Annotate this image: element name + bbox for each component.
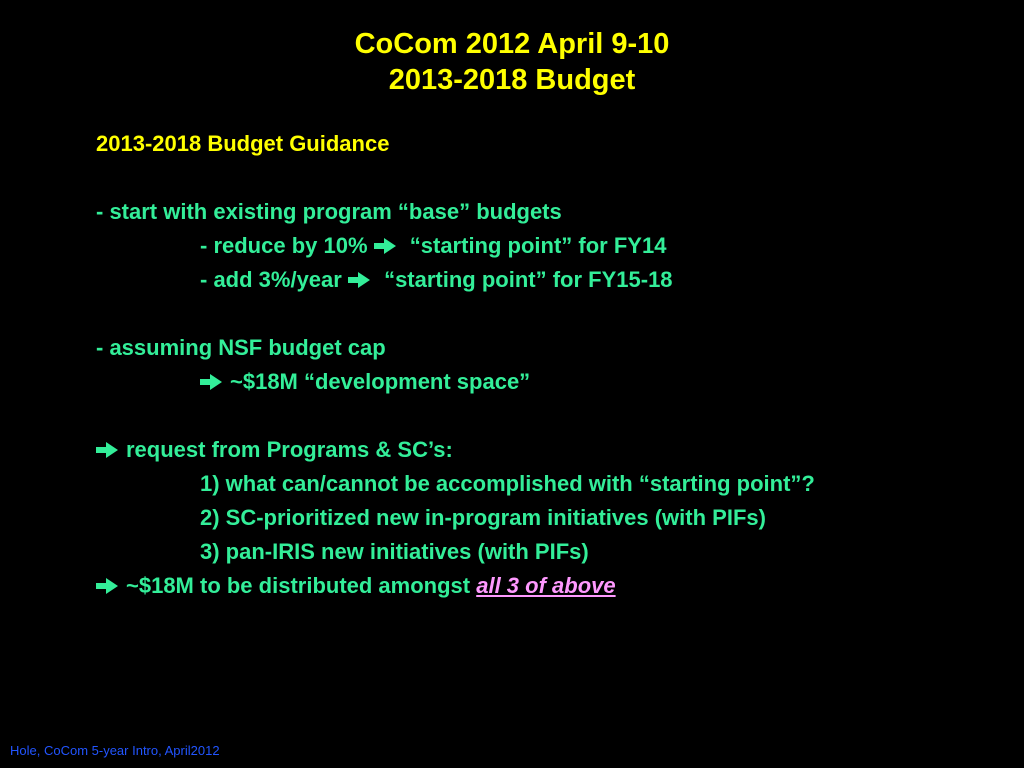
request-text: request from Programs & SC’s: — [126, 437, 453, 462]
section-heading: 2013-2018 Budget Guidance — [96, 131, 390, 156]
slide-title — [0, 26, 1024, 98]
right-arrow-icon — [348, 272, 370, 288]
right-arrow-icon — [200, 374, 222, 390]
sub-bullet-reduce-label: - reduce by 10% — [200, 233, 374, 258]
right-arrow-icon — [96, 578, 118, 594]
spacer — [96, 399, 1006, 433]
bullet-start-base-budgets: - start with existing program “base” budgets — [96, 199, 562, 224]
spacer — [96, 161, 1006, 195]
title-line-1: CoCom 2012 April 9-10 — [354, 28, 670, 60]
development-space-text: ~$18M “development space” — [230, 369, 531, 394]
final-text: ~$18M to be distributed amongst — [126, 573, 477, 598]
final-emphasis: all 3 of above — [476, 573, 616, 598]
sub-bullet-reduce — [96, 229, 1006, 263]
sub-bullet-development-space — [96, 365, 1006, 399]
request-item: 3) pan-IRIS new initiatives (with PIFs) — [200, 539, 589, 564]
request-line — [96, 433, 1006, 467]
right-arrow-icon — [374, 238, 396, 254]
request-item: 2) SC-prioritized new in-program initiatives (with PIFs) — [200, 505, 766, 530]
bullet-nsf-cap: - assuming NSF budget cap — [96, 335, 386, 360]
request-item: 1) what can/cannot be accomplished with “starting point”? — [200, 471, 815, 496]
right-arrow-icon — [96, 442, 118, 458]
sub-bullet-add-tail: “starting point” for FY15-18 — [377, 267, 673, 292]
slide-footer: Hole, CoCom 5-year Intro, April2012 — [10, 743, 220, 758]
title-line-2: 2013-2018 Budget — [388, 64, 636, 96]
final-line — [96, 569, 1006, 603]
slide-body — [96, 127, 1006, 603]
sub-bullet-reduce-tail: “starting point” for FY14 — [403, 233, 667, 258]
spacer — [96, 297, 1006, 331]
sub-bullet-add-label: - add 3%/year — [200, 267, 348, 292]
sub-bullet-add — [96, 263, 1006, 297]
